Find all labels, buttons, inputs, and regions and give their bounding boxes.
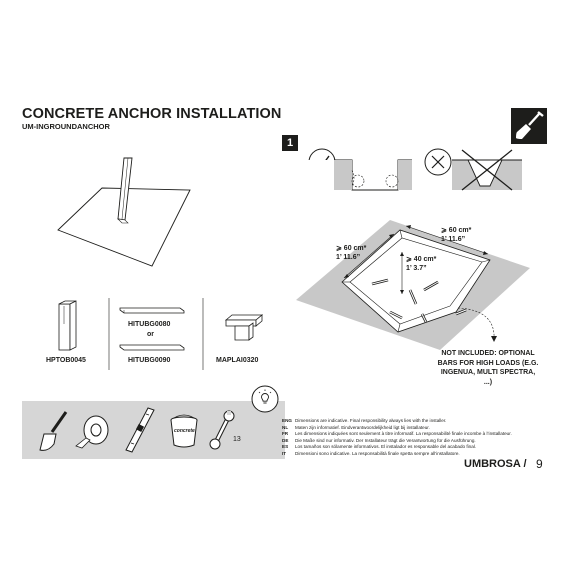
tape-roll-icon [74,410,116,450]
step-number-badge: 1 [282,135,298,151]
wrench-size-label: 13 [233,436,241,443]
wrench-icon [207,409,237,451]
page-number: 9 [536,457,543,471]
disclaimer-row: ENG Dimensions are indicative. Final responsibility always lies with the installer. [282,418,447,423]
lightbulb-icon [251,385,279,413]
post-part-icon [56,300,78,352]
shovel-icon [511,108,547,144]
page-subtitle: UM-INGROUNDANCHOR [22,122,110,131]
dimension-length: ⩾ 60 cm* 1’ 11.6” [336,245,367,261]
cap-part-icon [222,312,268,344]
part-label-or: or [147,331,154,338]
trowel-icon [32,408,72,454]
spirit-level-icon [120,406,160,454]
disclaimer-list [282,418,552,457]
dimension-depth: ⩾ 40 cm* 1’ 3.7” [406,256,437,272]
disclaimer-row: ES Los tamaños son sólamente informativos. El instalador es responsable del acabado final. [282,444,477,449]
part-label-cap: MAPLAI0320 [216,357,259,364]
part-label-post: HPTOB0045 [46,357,86,364]
bucket-label: concrete [174,428,195,434]
disclaimer-row: NL Maten zijn informatief. Eindverantwoordelijkheid ligt bij installateur. [282,424,430,430]
part-label-bar-1: HITUBG0080 [128,321,171,328]
excavation-illustration [290,200,540,360]
part-label-bar-2: HITUBG0090 [128,357,171,364]
disclaimer-row: FR Les dimensions indiquées sont seulement à titre informatif. La responsabilité finale incombe à l’installateur. [282,431,512,436]
disclaimer-row: IT Dimensioni sono indicative. La responsabilità finale spetta sempre all’installatore. [282,450,460,456]
dimension-width: ⩾ 60 cm* 1’ 11.6” [441,227,472,243]
page-title: CONCRETE ANCHOR INSTALLATION [22,106,282,122]
brand-logo: UMBROSA / [464,458,527,470]
bar-part-icon [118,304,188,316]
not-included-note: NOT INCLUDED: OPTIONAL BARS FOR HIGH LOADS (E.G. INGENUA, MULTI SPECTRA, ...) [437,350,539,386]
hole-shape-comparison [306,146,528,194]
bar-part-icon [118,342,188,354]
disclaimer-row: DE Die Maße sind nur informativ. Der Installateur trägt die Verantwortung für die Ausführung. [282,437,476,443]
